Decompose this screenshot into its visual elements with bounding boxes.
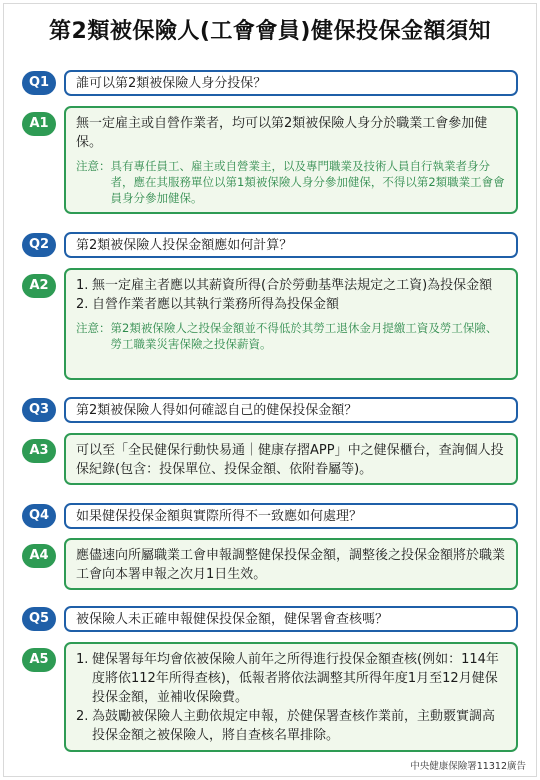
item-number: 1.	[76, 652, 89, 667]
question-badge: Q5	[22, 607, 56, 631]
question-row-3	[22, 397, 518, 423]
item-number: 1.	[76, 278, 89, 293]
answer-row-4	[22, 538, 518, 590]
answer-item-2	[76, 707, 506, 745]
item-number: 2.	[76, 297, 89, 312]
note	[76, 320, 506, 352]
note-text: 第2類被保險人之投保金額並不得低於其勞工退休金月提繳工資及勞工保險、勞工職業災害保險之投保薪資。	[110, 321, 498, 351]
answer-box	[64, 106, 518, 214]
page-title: 第2類被保險人(工會會員)健保投保金額須知	[49, 19, 491, 44]
question-box	[64, 606, 518, 632]
answer-row-2	[22, 268, 518, 380]
item-text: 健保署每年均會依被保險人前年之所得進行投保金額查核(例如：114年度將依112年所得查核)，低報者將依法調整其所得年度1月至12月健保投保金額，並補收保險費。	[92, 652, 499, 705]
question-text: 第2類被保險人得如何確認自己的健保投保金額？	[76, 403, 358, 418]
item-text: 自營作業者應以其執行業務所得為投保金額	[92, 297, 340, 312]
question-box	[64, 397, 518, 423]
answer-item-1	[76, 650, 506, 707]
answer-item-2	[76, 295, 506, 314]
question-row-2	[22, 232, 518, 258]
question-box	[64, 503, 518, 529]
question-box	[64, 70, 518, 96]
answer-row-5	[22, 642, 518, 752]
answer-badge: A5	[22, 648, 56, 672]
note-text: 具有專任員工、雇主或自營業主，以及專門職業及技術人員自行執業者身分者，應在其服務單位以第1類被保險人身分參加健保，不得以第2類職業工會會員身分參加健保。	[110, 159, 505, 205]
answer-text: 可以至「全民健保行動快易通｜健康存摺APP」中之健保櫃台，查詢個人投保紀錄(包含：投保單位、投保金額、依附眷屬等)。	[76, 443, 504, 477]
answer-badge: A1	[22, 112, 56, 136]
answer-badge: A4	[22, 544, 56, 568]
answer-item-1	[76, 276, 506, 295]
question-badge: Q1	[22, 71, 56, 95]
question-row-5	[22, 606, 518, 632]
footer-credit: 中央健康保險署11312廣告	[410, 761, 526, 772]
question-badge: Q2	[22, 233, 56, 257]
answer-text: 無一定雇主或自營作業者，均可以第2類被保險人身分於職業工會參加健保。	[76, 116, 488, 150]
answer-box	[64, 268, 518, 380]
question-row-4	[22, 503, 518, 529]
note-label: 注意：	[76, 321, 111, 335]
question-text: 誰可以第2類被保險人身分投保？	[76, 76, 267, 91]
question-badge: Q4	[22, 504, 56, 528]
item-text: 無一定雇主者應以其薪資所得(合於勞動基準法規定之工資)為投保金額	[92, 278, 493, 293]
question-row-1	[22, 70, 518, 96]
question-text: 如果健保投保金額與實際所得不一致應如何處理？	[76, 509, 363, 524]
answer-row-3	[22, 433, 518, 485]
answer-box	[64, 642, 518, 752]
answer-badge: A3	[22, 439, 56, 463]
question-text: 被保險人未正確申報健保投保金額，健保署會查核嗎？	[76, 612, 389, 627]
item-number: 2.	[76, 709, 89, 724]
question-box	[64, 232, 518, 258]
question-badge: Q3	[22, 398, 56, 422]
answer-badge: A2	[22, 274, 56, 298]
answer-box	[64, 538, 518, 590]
note	[76, 158, 506, 206]
answer-text: 應儘速向所屬職業工會申報調整健保投保金額，調整後之投保金額將於職業工會向本署申報之次月1日生效。	[76, 548, 506, 582]
question-text: 第2類被保險人投保金額應如何計算？	[76, 238, 293, 253]
answer-row-1	[22, 106, 518, 214]
note-label: 注意：	[76, 159, 111, 173]
item-text: 為鼓勵被保險人主動依規定申報，於健保署查核作業前，主動覈實調高投保金額之被保險人，將自查核名單排除。	[92, 709, 496, 743]
answer-box	[64, 433, 518, 485]
